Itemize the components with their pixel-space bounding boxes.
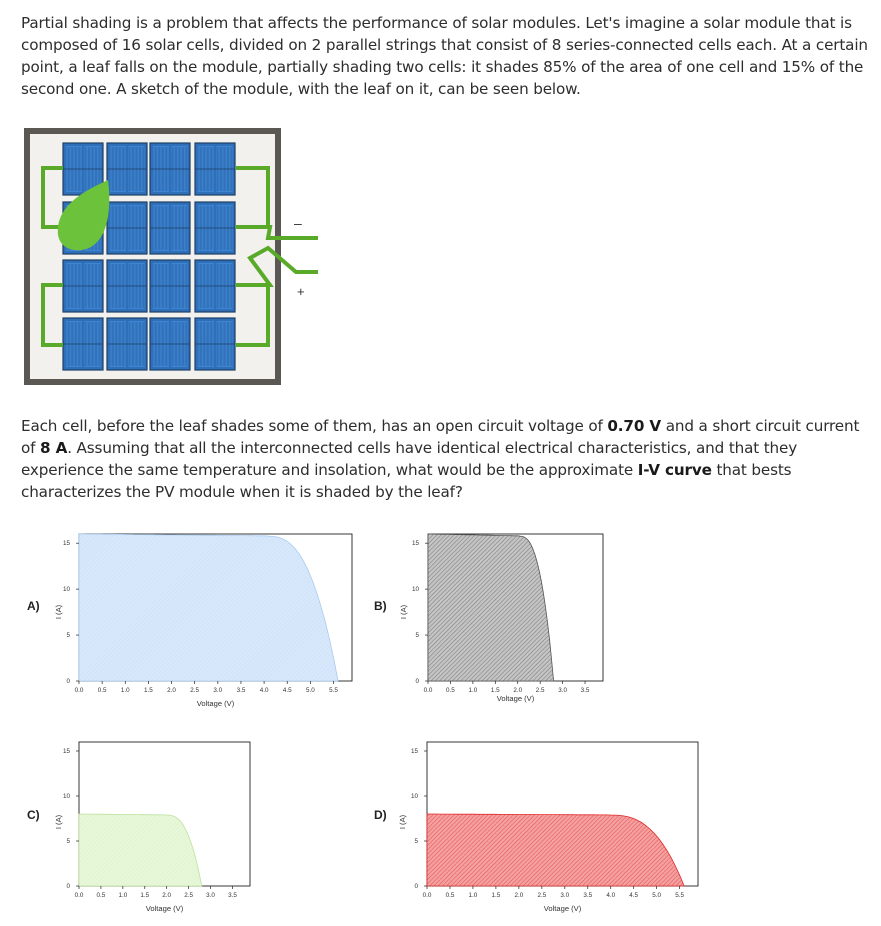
x-tick-label: 1.0 [118, 892, 128, 899]
x-tick-label: 5.5 [675, 892, 685, 899]
x-tick-label: 1.5 [491, 892, 501, 899]
x-axis-title: Voltage (V) [196, 699, 235, 708]
y-tick-label: 15 [410, 748, 418, 755]
x-tick-label: 3.0 [560, 892, 570, 899]
x-tick-label: 1.0 [468, 892, 478, 899]
body-part-4: that bests characterizes the PV module when it is shaded by the leaf? [21, 461, 792, 501]
iv-chart-d[interactable] [398, 742, 698, 913]
x-tick-label: 1.5 [490, 687, 500, 694]
x-tick-label: 0.0 [74, 687, 84, 694]
minus-terminal-label: – [294, 215, 302, 231]
option-a-label[interactable]: A) [27, 599, 40, 613]
x-tick-label: 0.5 [96, 892, 106, 899]
y-tick-label: 0 [415, 678, 419, 685]
x-tick-label: 3.5 [228, 892, 237, 899]
x-tick-label: 2.5 [537, 892, 547, 899]
x-tick-label: 2.0 [513, 687, 523, 694]
x-tick-label: 0.0 [74, 892, 84, 899]
question-intro: Partial shading is a problem that affects the performance of solar modules. Let's imagine a solar module that is composed of 16 solar cells, divided on 2 parallel strings that consist of 8 series-connected cells each. At a certain point, a leaf falls on the module, partially shading two cells: it shades 85% of the area of one cell and 15% of the second one. A sketch of the module, with the leaf on it, can be seen below. [21, 14, 868, 98]
x-tick-label: 0.0 [422, 892, 432, 899]
x-tick-label: 3.5 [583, 892, 593, 899]
isc-value: 8 A [40, 439, 68, 457]
x-tick-label: 2.0 [514, 892, 524, 899]
option-b-label[interactable]: B) [374, 599, 387, 613]
body-part-1: Each cell, before the leaf shades some of them, has an open circuit voltage of [21, 417, 608, 435]
y-tick-label: 5 [66, 838, 70, 845]
y-axis-title: I (A) [54, 604, 63, 620]
option-d-label[interactable]: D) [374, 808, 387, 822]
y-tick-label: 0 [66, 883, 70, 890]
y-tick-label: 0 [66, 678, 70, 685]
x-axis-title: Voltage (V) [145, 904, 184, 913]
y-tick-label: 15 [411, 540, 419, 548]
x-tick-label: 2.5 [535, 687, 545, 694]
x-tick-label: 3.0 [206, 892, 215, 899]
iv-chart-b[interactable] [399, 534, 603, 703]
x-tick-label: 3.0 [213, 687, 223, 694]
x-tick-label: 0.0 [423, 687, 433, 694]
x-tick-label: 2.0 [162, 892, 172, 899]
x-tick-label: 4.5 [629, 892, 639, 899]
x-tick-label: 5.0 [652, 892, 662, 899]
x-axis-title: Voltage (V) [543, 904, 582, 913]
x-tick-label: 2.5 [190, 687, 200, 694]
y-axis-title: I (A) [398, 814, 407, 830]
y-axis-title: I (A) [54, 814, 63, 830]
y-axis-title: I (A) [399, 604, 408, 620]
x-tick-label: 1.0 [468, 687, 478, 694]
x-tick-label: 1.0 [120, 687, 130, 694]
voc-value: 0.70 V [607, 417, 662, 435]
y-tick-label: 15 [62, 540, 70, 548]
x-tick-label: 4.0 [259, 687, 269, 694]
x-tick-label: 2.0 [167, 687, 176, 694]
x-tick-label: 4.0 [606, 892, 616, 899]
iv-curve-area [428, 534, 554, 681]
y-tick-label: 10 [411, 586, 419, 594]
y-tick-label: 10 [62, 793, 70, 800]
x-tick-label: 1.5 [144, 687, 153, 694]
x-tick-label: 0.5 [445, 892, 455, 899]
x-tick-label: 3.0 [558, 687, 567, 694]
y-tick-label: 5 [66, 632, 70, 640]
x-tick-label: 1.5 [140, 892, 150, 899]
iv-chart-a[interactable] [54, 534, 352, 708]
body-part-2: and a short circuit current of [21, 417, 860, 457]
body-part-3: . Assuming that all the interconnected cells have identical electrical characteristics, and that they experience the same temperature and insolation, what would be the approximate [21, 439, 798, 479]
x-tick-label: 5.0 [305, 687, 315, 694]
iv-curve-area [79, 534, 338, 681]
y-tick-label: 0 [414, 883, 418, 890]
x-tick-label: 0.5 [97, 687, 107, 694]
y-tick-label: 5 [415, 632, 419, 640]
y-tick-label: 10 [62, 586, 70, 594]
x-tick-label: 0.5 [446, 687, 455, 694]
plus-terminal-label: + [297, 284, 305, 299]
x-tick-label: 2.5 [184, 892, 193, 899]
x-tick-label: 3.5 [236, 687, 246, 694]
y-tick-label: 10 [410, 793, 418, 800]
x-tick-label: 5.5 [329, 687, 338, 694]
x-axis-title: Voltage (V) [496, 694, 535, 703]
y-tick-label: 5 [414, 838, 418, 845]
iv-chart-c[interactable] [54, 742, 250, 913]
iv-curve-area [79, 814, 202, 886]
x-tick-label: 3.5 [580, 687, 590, 694]
iv-curve-term: I-V curve [637, 461, 712, 479]
x-tick-label: 4.5 [282, 687, 292, 694]
y-tick-label: 15 [62, 748, 70, 755]
option-c-label[interactable]: C) [27, 808, 40, 822]
